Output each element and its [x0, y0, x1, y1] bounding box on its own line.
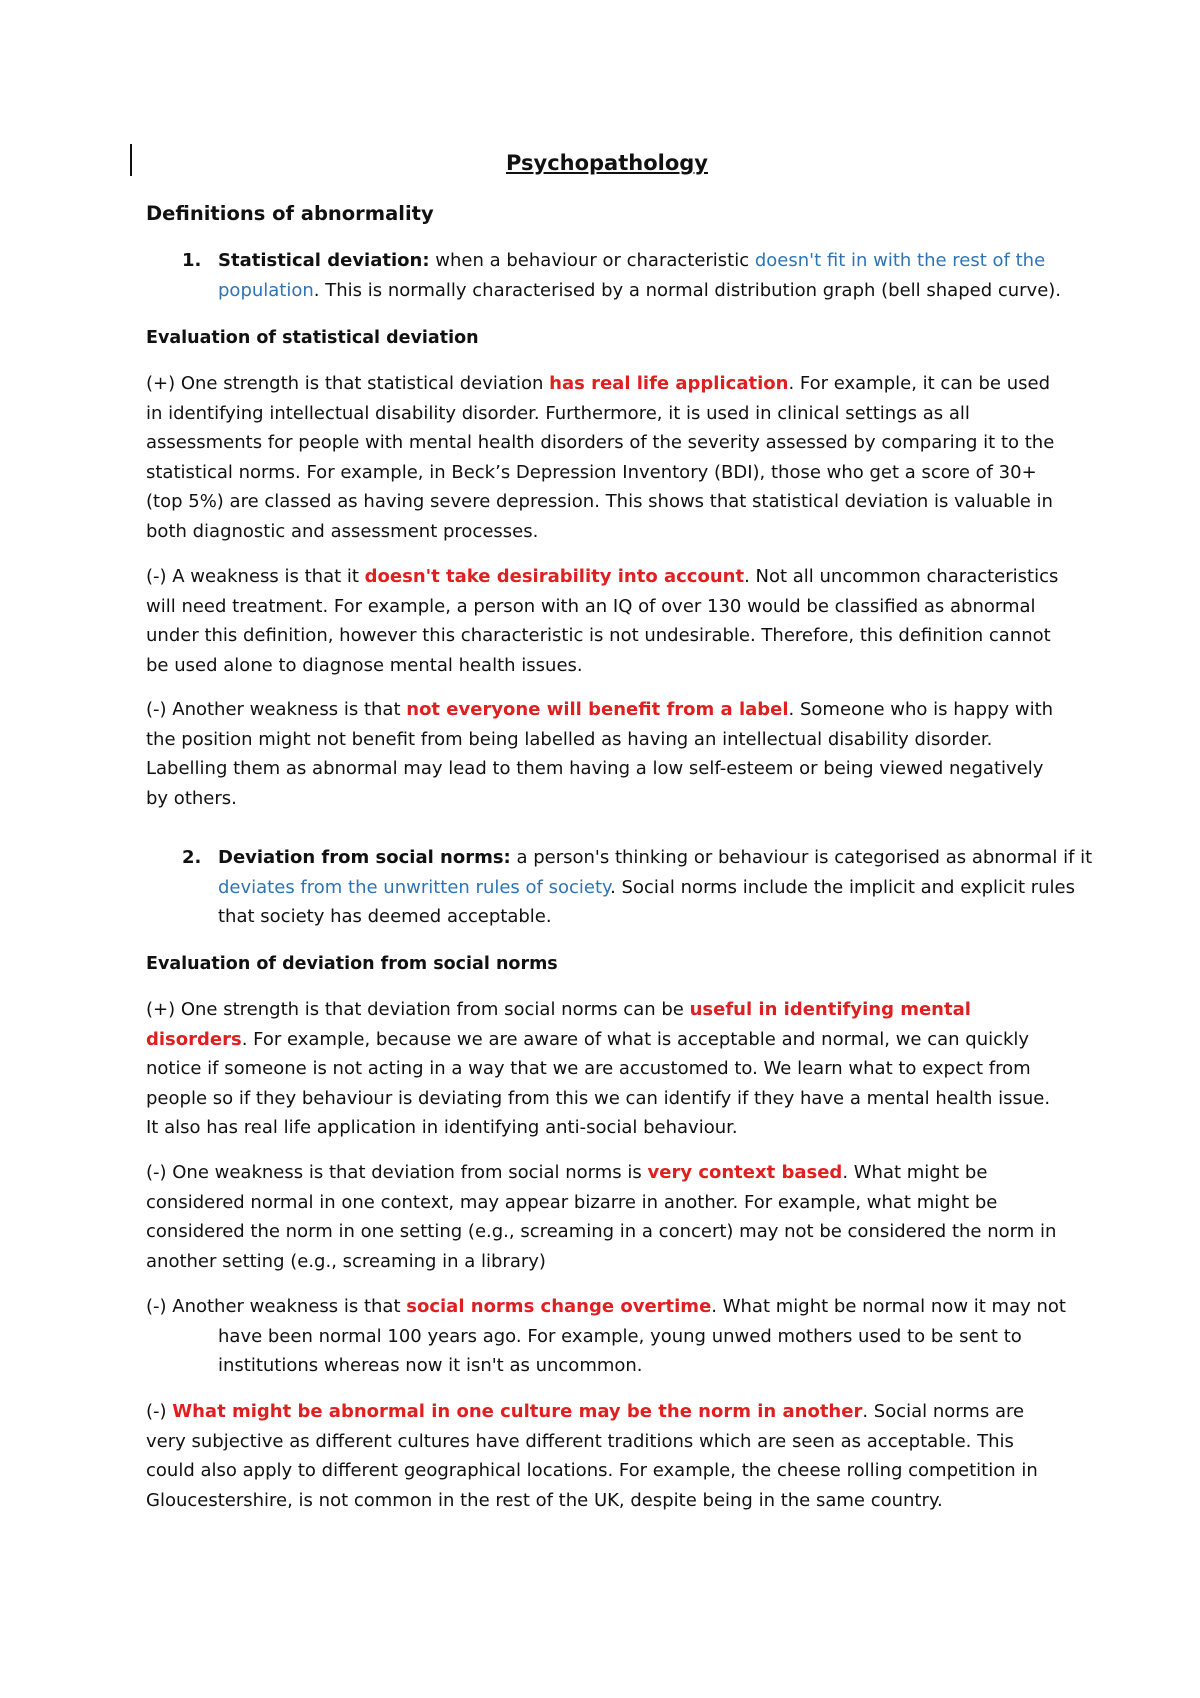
paragraph-strength: [146, 369, 1068, 546]
paragraph-text: . Someone who is happy with the position might not benefit from being labelled as having an intellectual disability disorder. Labelling them as abnormal may lead to them having a low self-esteem or being viewed negatively by others.: [146, 699, 1054, 809]
paragraph-text: . For example, because we are aware of what is acceptable and normal, we can quickly notice if someone is not acting in a way that we are accustomed to. We learn what to expect from people so if they behaviour is deviating from this we can identify if they have a mental health issue. It also has real life application in identifying anti-social behaviour.: [146, 1028, 1051, 1138]
paragraph-weakness: [146, 562, 1068, 680]
paragraph-text: . Not all uncommon characteristics will need treatment. For example, a person with an IQ of over 130 would be classified as abnormal under this definition, however this characteristic is not undesirable. Therefore, this definition cannot be used alone to diagnose mental health issues.: [146, 566, 1059, 676]
highlight-red: has real life application: [549, 373, 789, 394]
paragraph-text: . Social norms are very subjective as different cultures have different traditions which are seen as acceptable. This could also apply to different geographical locations. For example, the cheese rolling competition in Gloucestershire, is not common in the rest of the UK, despite being in the same country.: [146, 1401, 1038, 1511]
definition-text: when a behaviour or characteristic: [429, 250, 755, 271]
list-item-statistical-deviation: [182, 246, 1104, 305]
paragraph-text: (+) One strength is that deviation from social norms can be: [146, 999, 690, 1020]
highlight-blue: doesn't fit in with the rest of the population: [218, 250, 1046, 301]
evaluation-heading: Evaluation of statistical deviation: [146, 328, 479, 348]
paragraph-text: (-): [146, 1401, 173, 1422]
list-number: 2.: [182, 847, 202, 868]
paragraph-text: (-) A weakness is that it: [146, 566, 365, 587]
paragraph-weakness: [146, 1292, 1068, 1381]
paragraph-text: (+) One strength is that statistical deviation: [146, 373, 550, 394]
paragraph-text: . What might be considered normal in one context, may appear bizarre in another. For example, what might be considered the norm in one setting (e.g., screaming in a concert) may not be considered the norm in another setting (e.g., screaming in a library): [146, 1162, 1057, 1272]
list-item-social-norms: [182, 843, 1104, 932]
highlight-red: very context based: [647, 1162, 843, 1183]
paragraph-strength: [146, 995, 1068, 1143]
paragraph-weakness: [146, 1158, 1068, 1276]
text-cursor: [130, 144, 132, 176]
paragraph-text: (-) One weakness is that deviation from social norms is: [146, 1162, 648, 1183]
highlight-red: not everyone will benefit from a label: [406, 699, 789, 720]
page-title: Psychopathology: [505, 151, 708, 175]
definition-text: a person's thinking or behaviour is categorised as abnormal if it: [510, 847, 1093, 868]
paragraph-text: . For example, it can be used in identifying intellectual disability disorder. Furthermore, it is used in clinical settings as all assessments for people with mental health disorders of the severity assessed by comparing it to the statistical norms. For example, in Beck’s Depression Inventory (BDI), those who get a score of 30+ (top 5%) are classed as having severe depression. This shows that statistical deviation is valuable in both diagnostic and assessment processes.: [146, 373, 1055, 542]
definition-text: . Social norms include the implicit and explicit rules that society has deemed acceptable.: [218, 876, 1075, 927]
paragraph-text: . What might be normal now it may not have been normal 100 years ago. For example, young unwed mothers used to be sent to institutions whereas now it isn't as uncommon.: [218, 1296, 1066, 1376]
highlight-blue: deviates from the unwritten rules of society: [218, 876, 611, 898]
evaluation-heading: Evaluation of deviation from social norms: [146, 954, 558, 974]
highlight-red: doesn't take desirability into account: [364, 566, 745, 587]
highlight-red: social norms change overtime: [406, 1296, 712, 1317]
term: Deviation from social norms:: [218, 847, 511, 868]
highlight-red: useful in identifying mental disorders: [146, 999, 971, 1050]
paragraph-weakness: [146, 1397, 1068, 1515]
section-heading: Definitions of abnormality: [146, 202, 434, 225]
paragraph-weakness: [146, 695, 1068, 813]
list-number: 1.: [182, 250, 202, 271]
definition-text: . This is normally characterised by a normal distribution graph (bell shaped curve).: [313, 279, 1062, 301]
term: Statistical deviation:: [218, 250, 430, 271]
highlight-red: What might be abnormal in one culture may be the norm in another: [172, 1401, 863, 1422]
paragraph-text: (-) Another weakness is that: [146, 1296, 407, 1317]
paragraph-text: (-) Another weakness is that: [146, 699, 407, 720]
